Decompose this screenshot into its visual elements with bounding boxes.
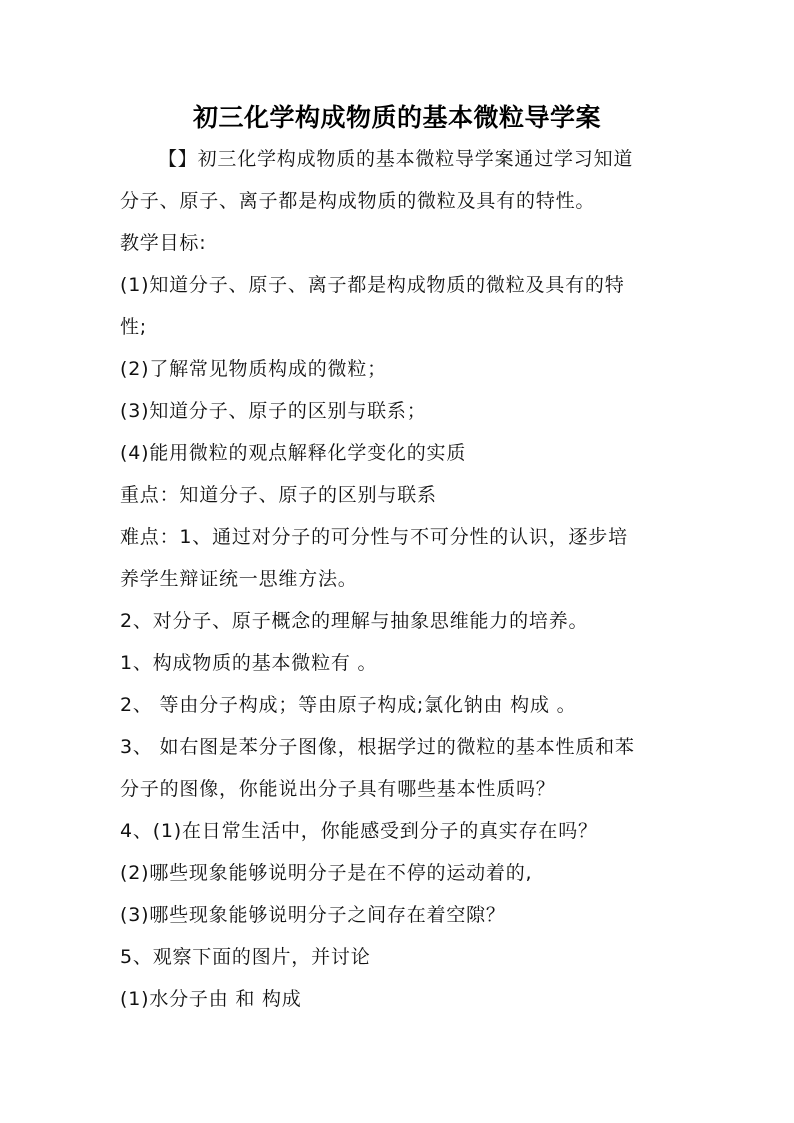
question-4-part-1: 4、(1)在日常生活中，你能感受到分子的真实存在吗？ <box>120 820 598 842</box>
question-5-part-1: (1)水分子由 和 构成 <box>120 988 302 1010</box>
difficulty-line-3: 2、对分子、原子概念的理解与抽象思维能力的培养。 <box>120 610 589 632</box>
question-5: 5、观察下面的图片，并讨论 <box>120 946 371 968</box>
question-3-line-1: 3、 如右图是苯分子图像，根据学过的微粒的基本性质和苯 <box>120 736 635 758</box>
question-4-part-3: (3)哪些现象能够说明分子之间存在着空隙？ <box>120 904 506 926</box>
objective-1-line-2: 性; <box>120 316 148 338</box>
intro-line-1: 【】初三化学构成物质的基本微粒导学案通过学习知道 <box>158 148 634 170</box>
objectives-heading: 教学目标: <box>120 232 207 254</box>
intro-line-2: 分子、原子、离子都是构成物质的微粒及具有的特性。 <box>120 190 596 212</box>
question-2: 2、 等由分子构成；等由原子构成;氯化钠由 构成 。 <box>120 694 577 716</box>
objective-2: (2)了解常见物质构成的微粒； <box>120 358 387 380</box>
objective-1-line-1: (1)知道分子、原子、离子都是构成物质的微粒及具有的特 <box>120 274 625 296</box>
difficulty-line-2: 养学生辩证统一思维方法。 <box>120 568 358 590</box>
question-3-line-2: 分子的图像，你能说出分子具有哪些基本性质吗？ <box>120 778 556 800</box>
document-title: 初三化学构成物质的基本微粒导学案 <box>192 103 601 132</box>
question-4-part-2: (2)哪些现象能够说明分子是在不停的运动着的, <box>120 862 533 884</box>
question-1: 1、构成物质的基本微粒有 。 <box>120 652 378 674</box>
difficulty-line-1: 难点：1、通过对分子的可分性与不可分性的认识，逐步培 <box>120 526 628 548</box>
key-point: 重点：知道分子、原子的区别与联系 <box>120 484 437 506</box>
objective-4: (4)能用微粒的观点解释化学变化的实质 <box>120 442 467 464</box>
objective-3: (3)知道分子、原子的区别与联系； <box>120 400 427 422</box>
